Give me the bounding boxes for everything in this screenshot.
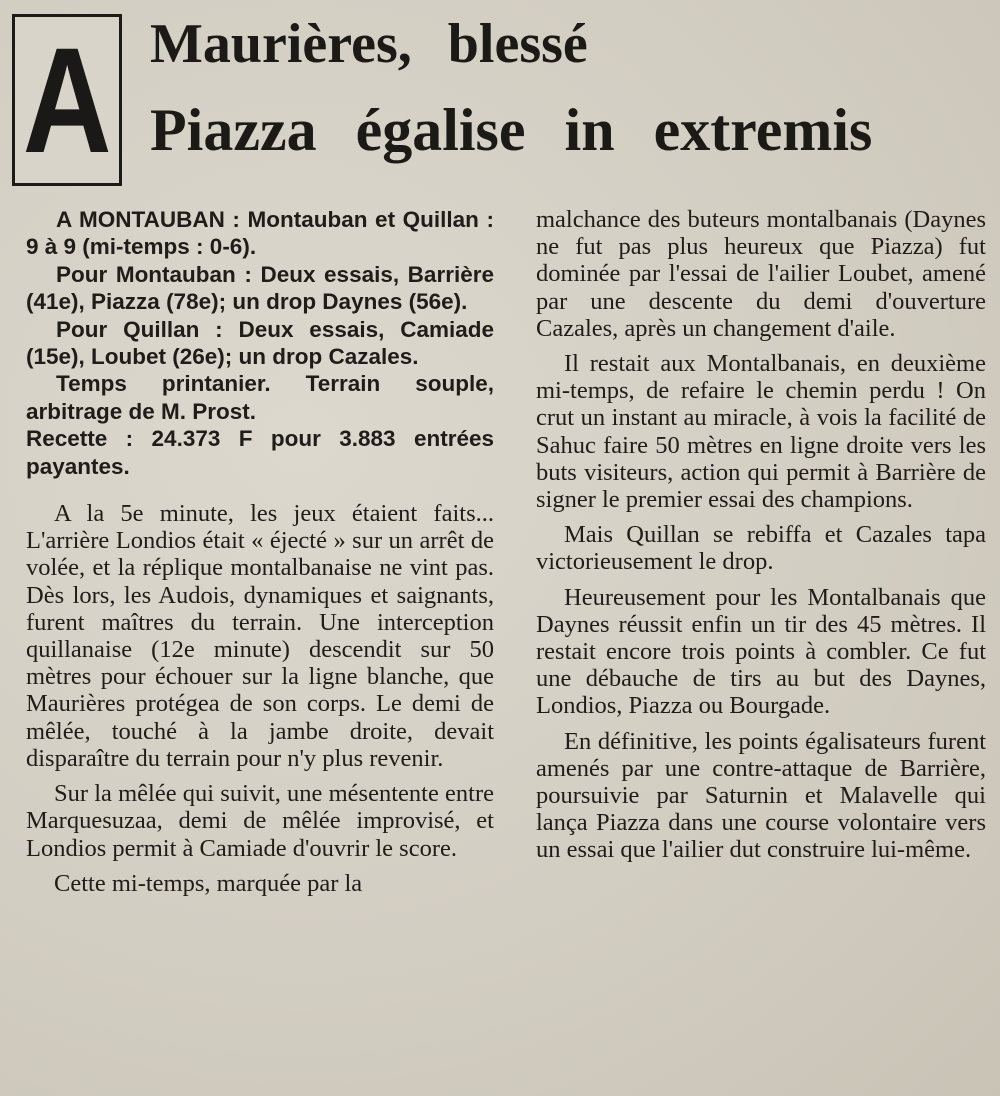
paragraph: Sur la mêlée qui suivit, une mésentente entre Marquesuzaa, demi de mêlée improvisé, et Londios permit à Camiade d'ouvrir le score. bbox=[26, 780, 494, 862]
paragraph: A la 5e minute, les jeux étaient faits... L'arrière Londios était « éjecté » sur un arrêt de volée, et la réplique montalbanaise ne vint pas. Dès lors, les Audois, dynamiques et saignants, furent maîtres du terrain. Une interception quillanaise (12e minute) descendit sur 50 mètres pour échouer sur la ligne blanche, que Maurières protégea de son corps. Le demi de mêlée, touché à la jambe droite, devait disparaître du terrain pour n'y plus revenir. bbox=[26, 500, 494, 772]
headline-line-2: Piazza égalise in extremis bbox=[150, 97, 873, 163]
right-column bbox=[536, 206, 986, 864]
summary-receipts: Recette : 24.373 F pour 3.883 entrées payantes. bbox=[26, 426, 494, 479]
drop-letter: A bbox=[22, 16, 112, 184]
summary-quillan: Pour Quillan : Deux essais, Camiade (15e), Loubet (26e); un drop Cazales. bbox=[26, 316, 494, 370]
left-column bbox=[26, 206, 494, 897]
paragraph: Heureusement pour les Montalbanais que Daynes réussit enfin un tir des 45 mètres. Il restait encore trois points à combler. Ce fut une débauche de tirs au but des Daynes, Londios, Piazza ou Bourgade. bbox=[536, 583, 986, 720]
paragraph: malchance des buteurs montalbanais (Daynes ne fut pas plus heureux que Piazza) fut dominée par l'essai de l'ailier Loubet, amené par une descente du demi d'ouverture Cazales, après un changement d'aile. bbox=[536, 206, 986, 342]
left-body bbox=[26, 500, 494, 897]
summary-score: A MONTAUBAN : Montauban et Quillan : 9 à 9 (mi-temps : 0-6). bbox=[26, 207, 494, 260]
headline-line-1: Maurières, blessé bbox=[150, 13, 588, 75]
match-summary bbox=[26, 206, 494, 480]
drop-letter-box bbox=[12, 14, 122, 186]
summary-conditions: Temps printanier. Terrain souple, arbitrage de M. Prost. bbox=[26, 371, 494, 424]
paragraph: Il restait aux Montalbanais, en deuxième mi-temps, de refaire le chemin perdu ! On crut un instant au miracle, à vois la facilité de Sahuc faire 50 mètres en ligne droite vers les buts visiteurs, action qui permit à Barrière de signer le premier essai des champions. bbox=[536, 350, 986, 514]
paragraph: Cette mi-temps, marquée par la bbox=[54, 869, 363, 897]
paragraph: En définitive, les points égalisateurs furent amenés par une contre-attaque de Barrière, poursuivie par Saturnin et Malavelle qui lança Piazza dans une course volontaire vers un essai que l'ailier dut construire lui-même. bbox=[536, 727, 986, 864]
paragraph: Mais Quillan se rebiffa et Cazales tapa victorieusement le drop. bbox=[536, 521, 986, 576]
summary-montauban: Pour Montauban : Deux essais, Barrière (41e), Piazza (78e); un drop Daynes (56e). bbox=[26, 261, 494, 315]
